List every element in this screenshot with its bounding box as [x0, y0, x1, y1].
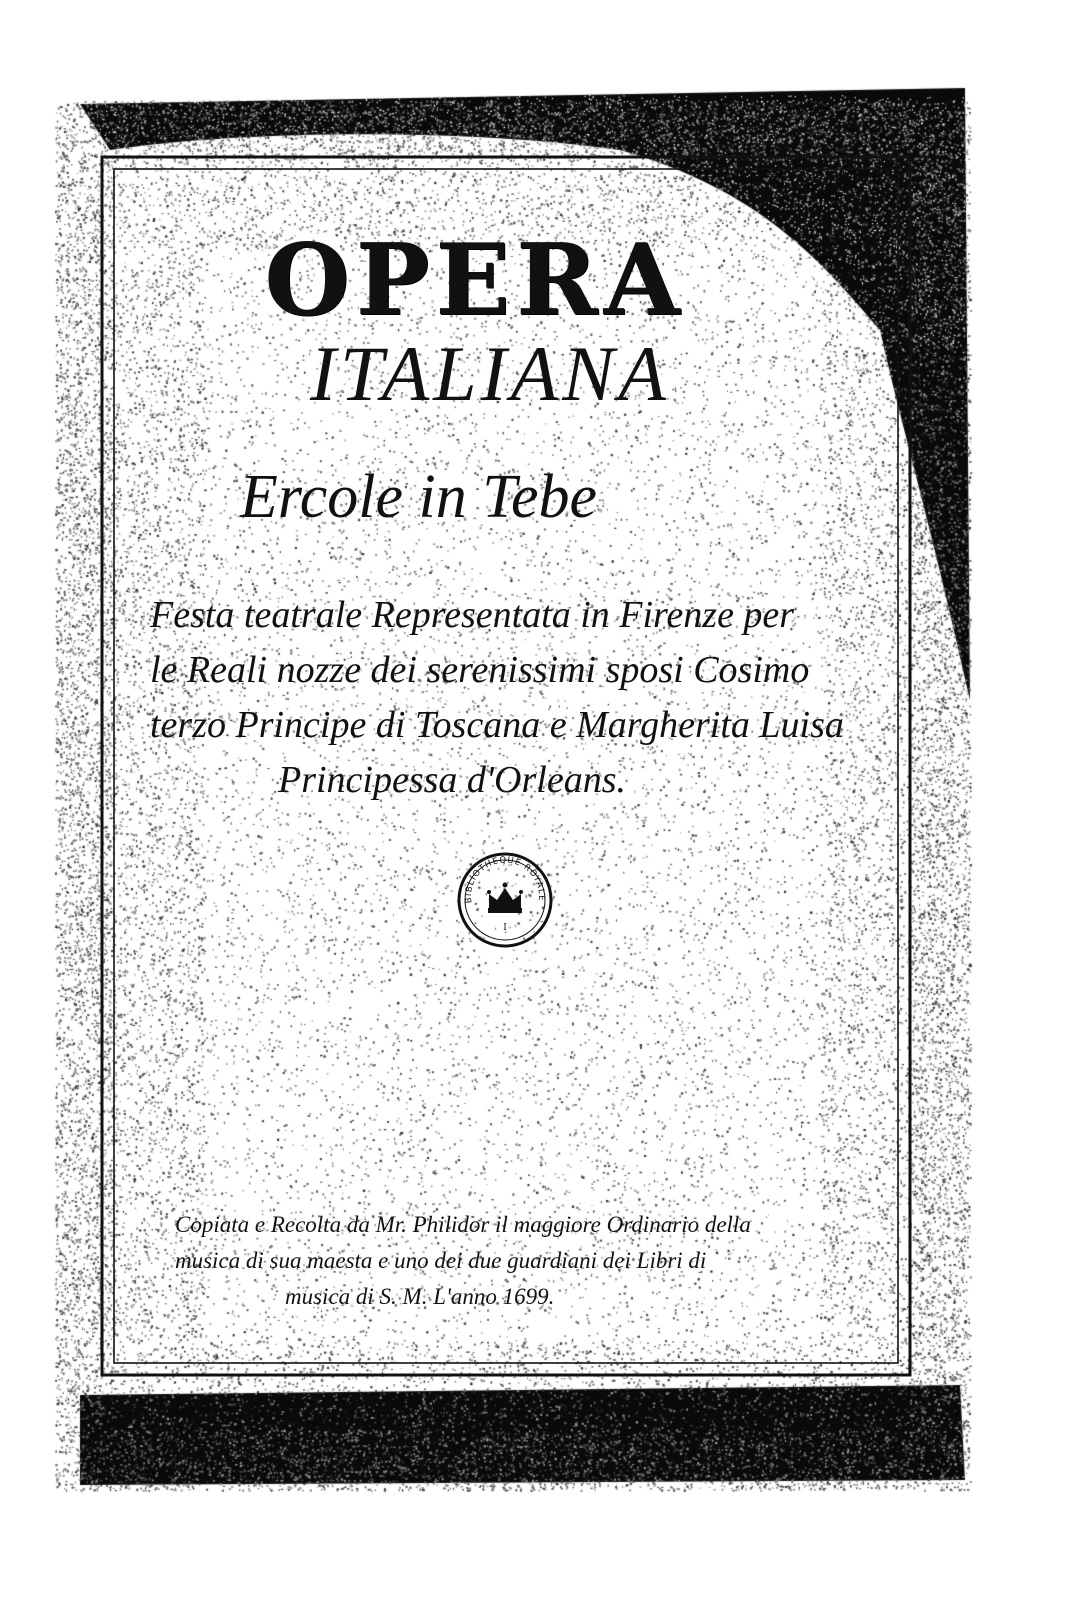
crown-icon [487, 883, 523, 914]
library-stamp [455, 850, 555, 950]
dedication-line: terzo Principe di Toscana e Margherita Luisa [150, 704, 844, 746]
copyist-line: musica di S. M. L'anno 1699. [285, 1284, 555, 1309]
work-title: Ercole in Tebe [240, 463, 598, 531]
stamp-text: BIBLIOTHEQUE ROYALE [463, 855, 547, 904]
copyist-line: Copiata e Recolta da Mr. Philidor il maggiore Ordinario della [175, 1212, 751, 1237]
title-opera: OPERA [264, 223, 686, 338]
copyist-note [175, 1207, 875, 1315]
dedication-line: le Reali nozze dei serenissimi sposi Cosimo [150, 649, 810, 691]
title-italiana: ITALIANA [310, 330, 670, 417]
dedication-text [150, 588, 850, 808]
copyist-line: musica di sua maesta e uno dei due guardiani dei Libri di [175, 1248, 707, 1273]
dedication-line: Festa teatrale Representata in Firenze per [150, 594, 795, 636]
svg-text:I: I [503, 923, 507, 933]
dedication-line: Principessa d'Orleans. [278, 759, 626, 801]
